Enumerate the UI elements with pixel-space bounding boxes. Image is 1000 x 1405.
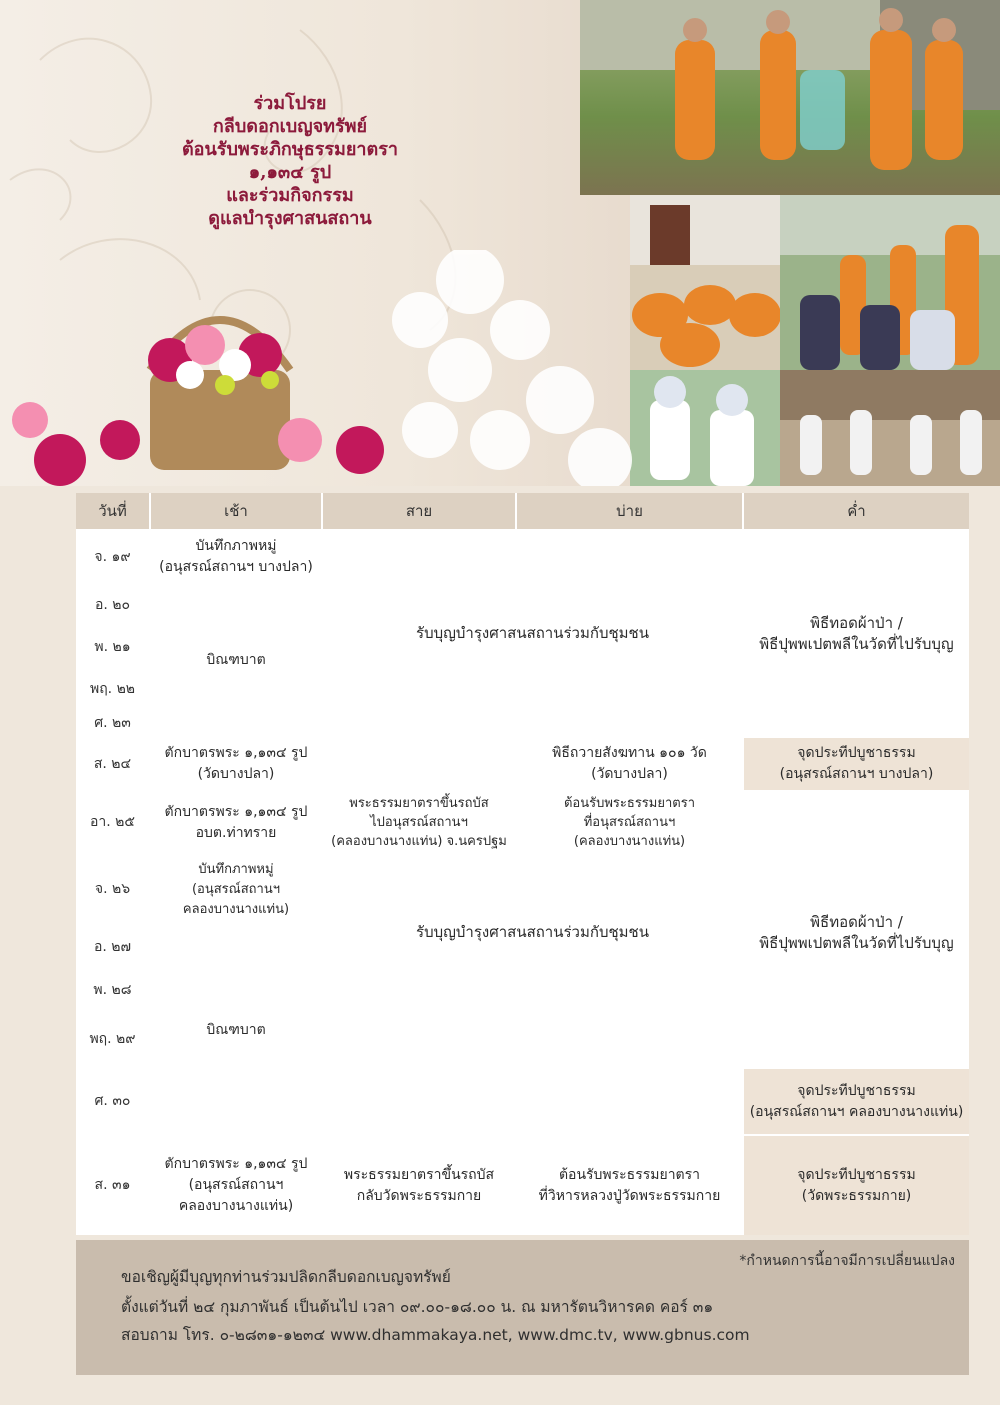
cell-alms-1: บิณฑบาต — [151, 585, 321, 736]
flower-basket-illustration — [0, 250, 640, 486]
cell-thu29-evening — [744, 1012, 969, 1067]
schedule-table — [76, 493, 969, 1235]
cell-sat31-afternoon: ต้อนรับพระธรรมยาตรา ที่วิหารหลวงปู่วัดพระธรรมกาย — [517, 1136, 742, 1235]
cell-sun25-evening — [744, 792, 969, 853]
day-label: จ. ๑๙ — [76, 531, 149, 583]
day-label: พฤ. ๒๙ — [76, 1012, 149, 1067]
title-line: ร่วมโปรย — [253, 93, 327, 114]
footer-date-venue: ตั้งแต่วันที่ ๒๔ กุมภาพันธ์ เป็นต้นไป เวลา ๐๙.๐๐-๑๘.๐๐ น. ณ มหารัตนวิหารคด คอร์ ๓๑ — [121, 1298, 714, 1316]
cell-evening-2: พิธีทอดผ้าป่า / พิธีปุพพเปตพลีในวัดที่ไปรับบุญ — [744, 855, 969, 1010]
cell-thu29-afternoon — [517, 1012, 742, 1067]
day-label: พ. ๒๘ — [76, 970, 149, 1010]
footer-invitation: ขอเชิญผู้มีบุญทุกท่านร่วมปลิดกลีบดอกเบญจทรัพย์ — [121, 1268, 451, 1286]
cell-sat24-morning: ตักบาตรพระ ๑,๑๓๔ รูป (วัดบางปลา) — [151, 738, 321, 790]
cell-thu29-late-morning — [323, 1012, 515, 1067]
title-line: ต้อนรับพระภิกษุธรรมยาตรา — [181, 139, 399, 160]
photo-monks-sweeping — [580, 0, 1000, 195]
photo-courtyard — [780, 370, 1000, 486]
header-afternoon: บ่าย — [517, 493, 742, 529]
header-evening: ค่ำ — [744, 493, 969, 529]
title-line: ดูแลบำรุงศาสนสถาน — [208, 208, 372, 229]
day-label: พ. ๒๑ — [76, 627, 149, 668]
header-morning: เช้า — [151, 493, 321, 529]
cell-sat24-afternoon: พิธีถวายสังฆทาน ๑๐๑ วัด (วัดบางปลา) — [517, 738, 742, 790]
day-label: อา. ๒๕ — [76, 792, 149, 853]
title-line: และร่วมกิจกรรม — [226, 185, 354, 206]
day-label: อ. ๒๗ — [76, 926, 149, 968]
day-label: ส. ๒๔ — [76, 738, 149, 790]
poster-title — [110, 92, 470, 230]
cell-fri30-evening: จุดประทีปบูชาธรรม (อนุสรณ์สถานฯ คลองบางนางแท่น) — [744, 1069, 969, 1134]
cell-community-2: รับบุญบำรุงศาสนสถานร่วมกับชุมชน — [323, 855, 742, 1010]
title-line: ๑,๑๓๔ รูป — [248, 162, 332, 183]
day-label: ส. ๓๑ — [76, 1136, 149, 1235]
cell-evening-1: พิธีทอดผ้าป่า / พิธีปุพพเปตพลีในวัดที่ไปรับบุญ — [744, 531, 969, 736]
poster-header — [0, 0, 1000, 486]
day-label: ศ. ๒๓ — [76, 711, 149, 736]
cell-sat31-evening: จุดประทีปบูชาธรรม (วัดพระธรรมกาย) — [744, 1136, 969, 1235]
cell-sun25-late-morning: พระธรรมยาตราขึ้นรถบัส ไปอนุสรณ์สถานฯ (คลองบางนางแท่น) จ.นครปฐม — [323, 792, 515, 853]
header-date: วันที่ — [76, 493, 149, 529]
cell-sat31-morning: ตักบาตรพระ ๑,๑๓๔ รูป (อนุสรณ์สถานฯ คลองบางนางแท่น) — [151, 1136, 321, 1235]
cell-sun25-morning: ตักบาตรพระ ๑,๑๓๔ รูป อบต.ท่าทราย — [151, 792, 321, 853]
cell-fri30-afternoon — [517, 1069, 742, 1134]
cell-sat24-late-morning — [323, 738, 515, 790]
header-late-morning: สาย — [323, 493, 515, 529]
schedule-change-note: *กำหนดการนี้อาจมีการเปลี่ยนแปลง — [739, 1253, 955, 1269]
photo-monks-alms-round — [780, 195, 1000, 370]
photo-volunteers-cleaning — [630, 370, 780, 486]
cell-sat31-late-morning: พระธรรมยาตราขึ้นรถบัส กลับวัดพระธรรมกาย — [323, 1136, 515, 1235]
title-line: กลีบดอกเบญจทรัพย์ — [212, 116, 368, 137]
footer-panel — [76, 1240, 969, 1375]
day-label: ศ. ๓๐ — [76, 1069, 149, 1134]
cell-sat24-evening: จุดประทีปบูชาธรรม (อนุสรณ์สถานฯ บางปลา) — [744, 738, 969, 790]
cell-group-photo-1: บันทึกภาพหมู่ (อนุสรณ์สถานฯ บางปลา) — [151, 531, 321, 583]
day-label: จ. ๒๖ — [76, 855, 149, 924]
cell-fri30-late-morning — [323, 1069, 515, 1134]
cell-sun25-afternoon: ต้อนรับพระธรรมยาตรา ที่อนุสรณ์สถานฯ (คลองบางนางแท่น) — [517, 792, 742, 853]
photo-monks-indoors — [630, 195, 780, 370]
cell-alms-2: บิณฑบาต — [151, 926, 321, 1134]
day-label: อ. ๒๐ — [76, 585, 149, 625]
footer-contact: สอบถาม โทร. ๐-๒๘๓๑-๑๒๓๔ www.dhammakaya.net, www.dmc.tv, www.gbnus.com — [121, 1326, 750, 1344]
cell-community-1: รับบุญบำรุงศาสนสถานร่วมกับชุมชน — [323, 531, 742, 736]
cell-group-photo-2: บันทึกภาพหมู่ (อนุสรณ์สถานฯ คลองบางนางแท่น) — [151, 855, 321, 924]
day-label: พฤ. ๒๒ — [76, 670, 149, 709]
